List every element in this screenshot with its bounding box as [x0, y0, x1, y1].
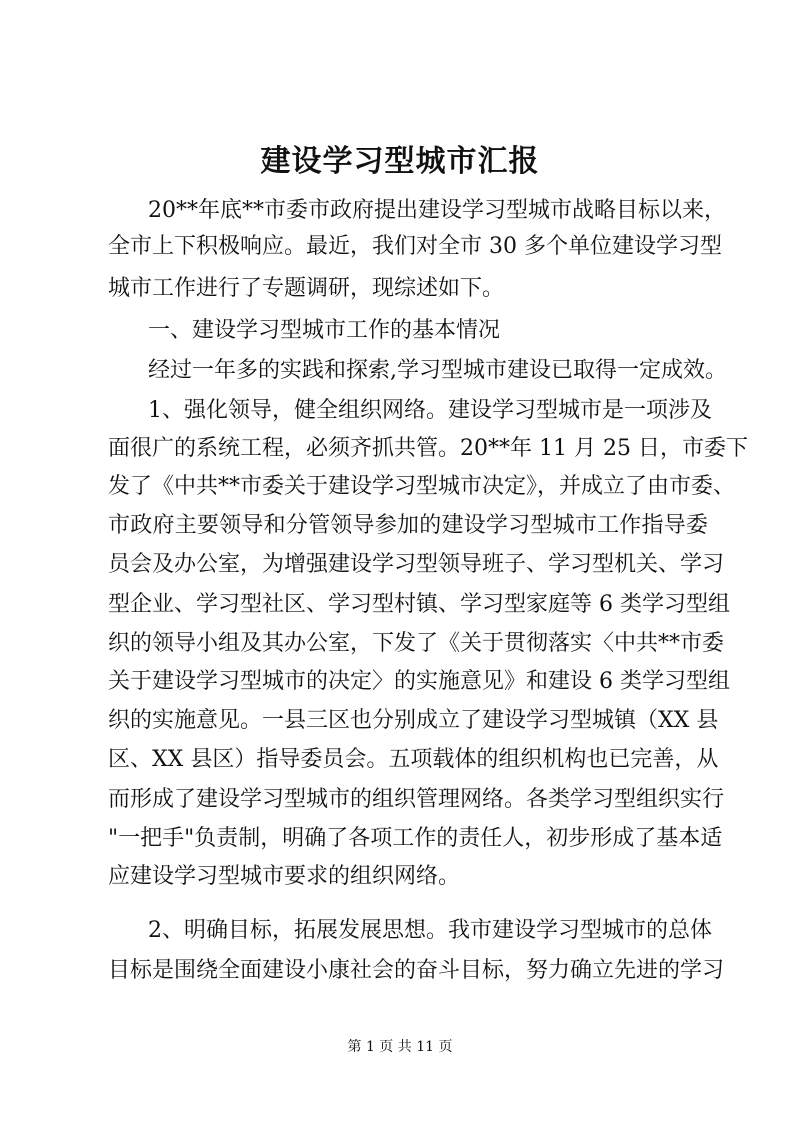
page-number: 第 1 页 共 11 页 [347, 1039, 453, 1055]
document-title: 建设学习型城市汇报 [260, 144, 540, 179]
body-line-11: 型企业、学习型社区、学习型村镇、学习型家庭等 6 类学习型组 [108, 592, 730, 617]
body-line-9: 市政府主要领导和分管领导参加的建设学习型城市工作指导委 [108, 513, 708, 538]
body-line-17: "一把手"负责制，明确了各项工作的责任人，初步形成了基本适 [108, 826, 723, 851]
body-line-7: 面很广的系统工程，必须齐抓共管。20**年 11 月 25 日，市委下 [108, 436, 748, 461]
body-line-15: 区、XX 县区）指导委员会。五项载体的组织机构也已完善，从 [108, 747, 719, 772]
body-line-10: 员会及办公室，为增强建设学习型领导班子、学习型机关、学习 [108, 552, 725, 577]
body-line-1: 20**年底**市委市政府提出建设学习型城市战略目标以来， [148, 198, 726, 223]
body-line-20: 目标是围绕全面建设小康社会的奋斗目标，努力确立先进的学习 [108, 958, 725, 983]
body-line-2: 全市上下积极响应。最近，我们对全市 30 多个单位建设学习型 [108, 234, 722, 259]
body-line-19: 2、明确目标，拓展发展思想。我市建设学习型城市的总体 [148, 918, 712, 943]
body-line-5: 经过一年多的实践和探索,学习型城市建设已取得一定成效。 [148, 358, 727, 383]
body-line-16: 而形成了建设学习型城市的组织管理网络。各类学习型组织实行 [108, 787, 725, 812]
body-line-6: 1、强化领导，健全组织网络。建设学习型城市是一项涉及 [148, 398, 712, 423]
body-line-3: 城市工作进行了专题调研，现综述如下。 [108, 276, 505, 301]
body-line-12: 织的领导小组及其办公室，下发了《关于贯彻落实〈中共**市委 [108, 631, 725, 656]
body-line-8: 发了《中共**市委关于建设学习型城市决定》，并成立了由市委、 [108, 474, 736, 499]
section-heading: 一、建设学习型城市工作的基本情况 [148, 318, 501, 343]
body-line-18: 应建设学习型城市要求的组织网络。 [108, 864, 461, 889]
body-line-14: 织的实施意见。一县三区也分别成立了建设学习型城镇（XX 县 [108, 708, 719, 733]
body-line-13: 关于建设学习型城市的决定〉的实施意见》和建设 6 类学习型组 [108, 669, 730, 694]
